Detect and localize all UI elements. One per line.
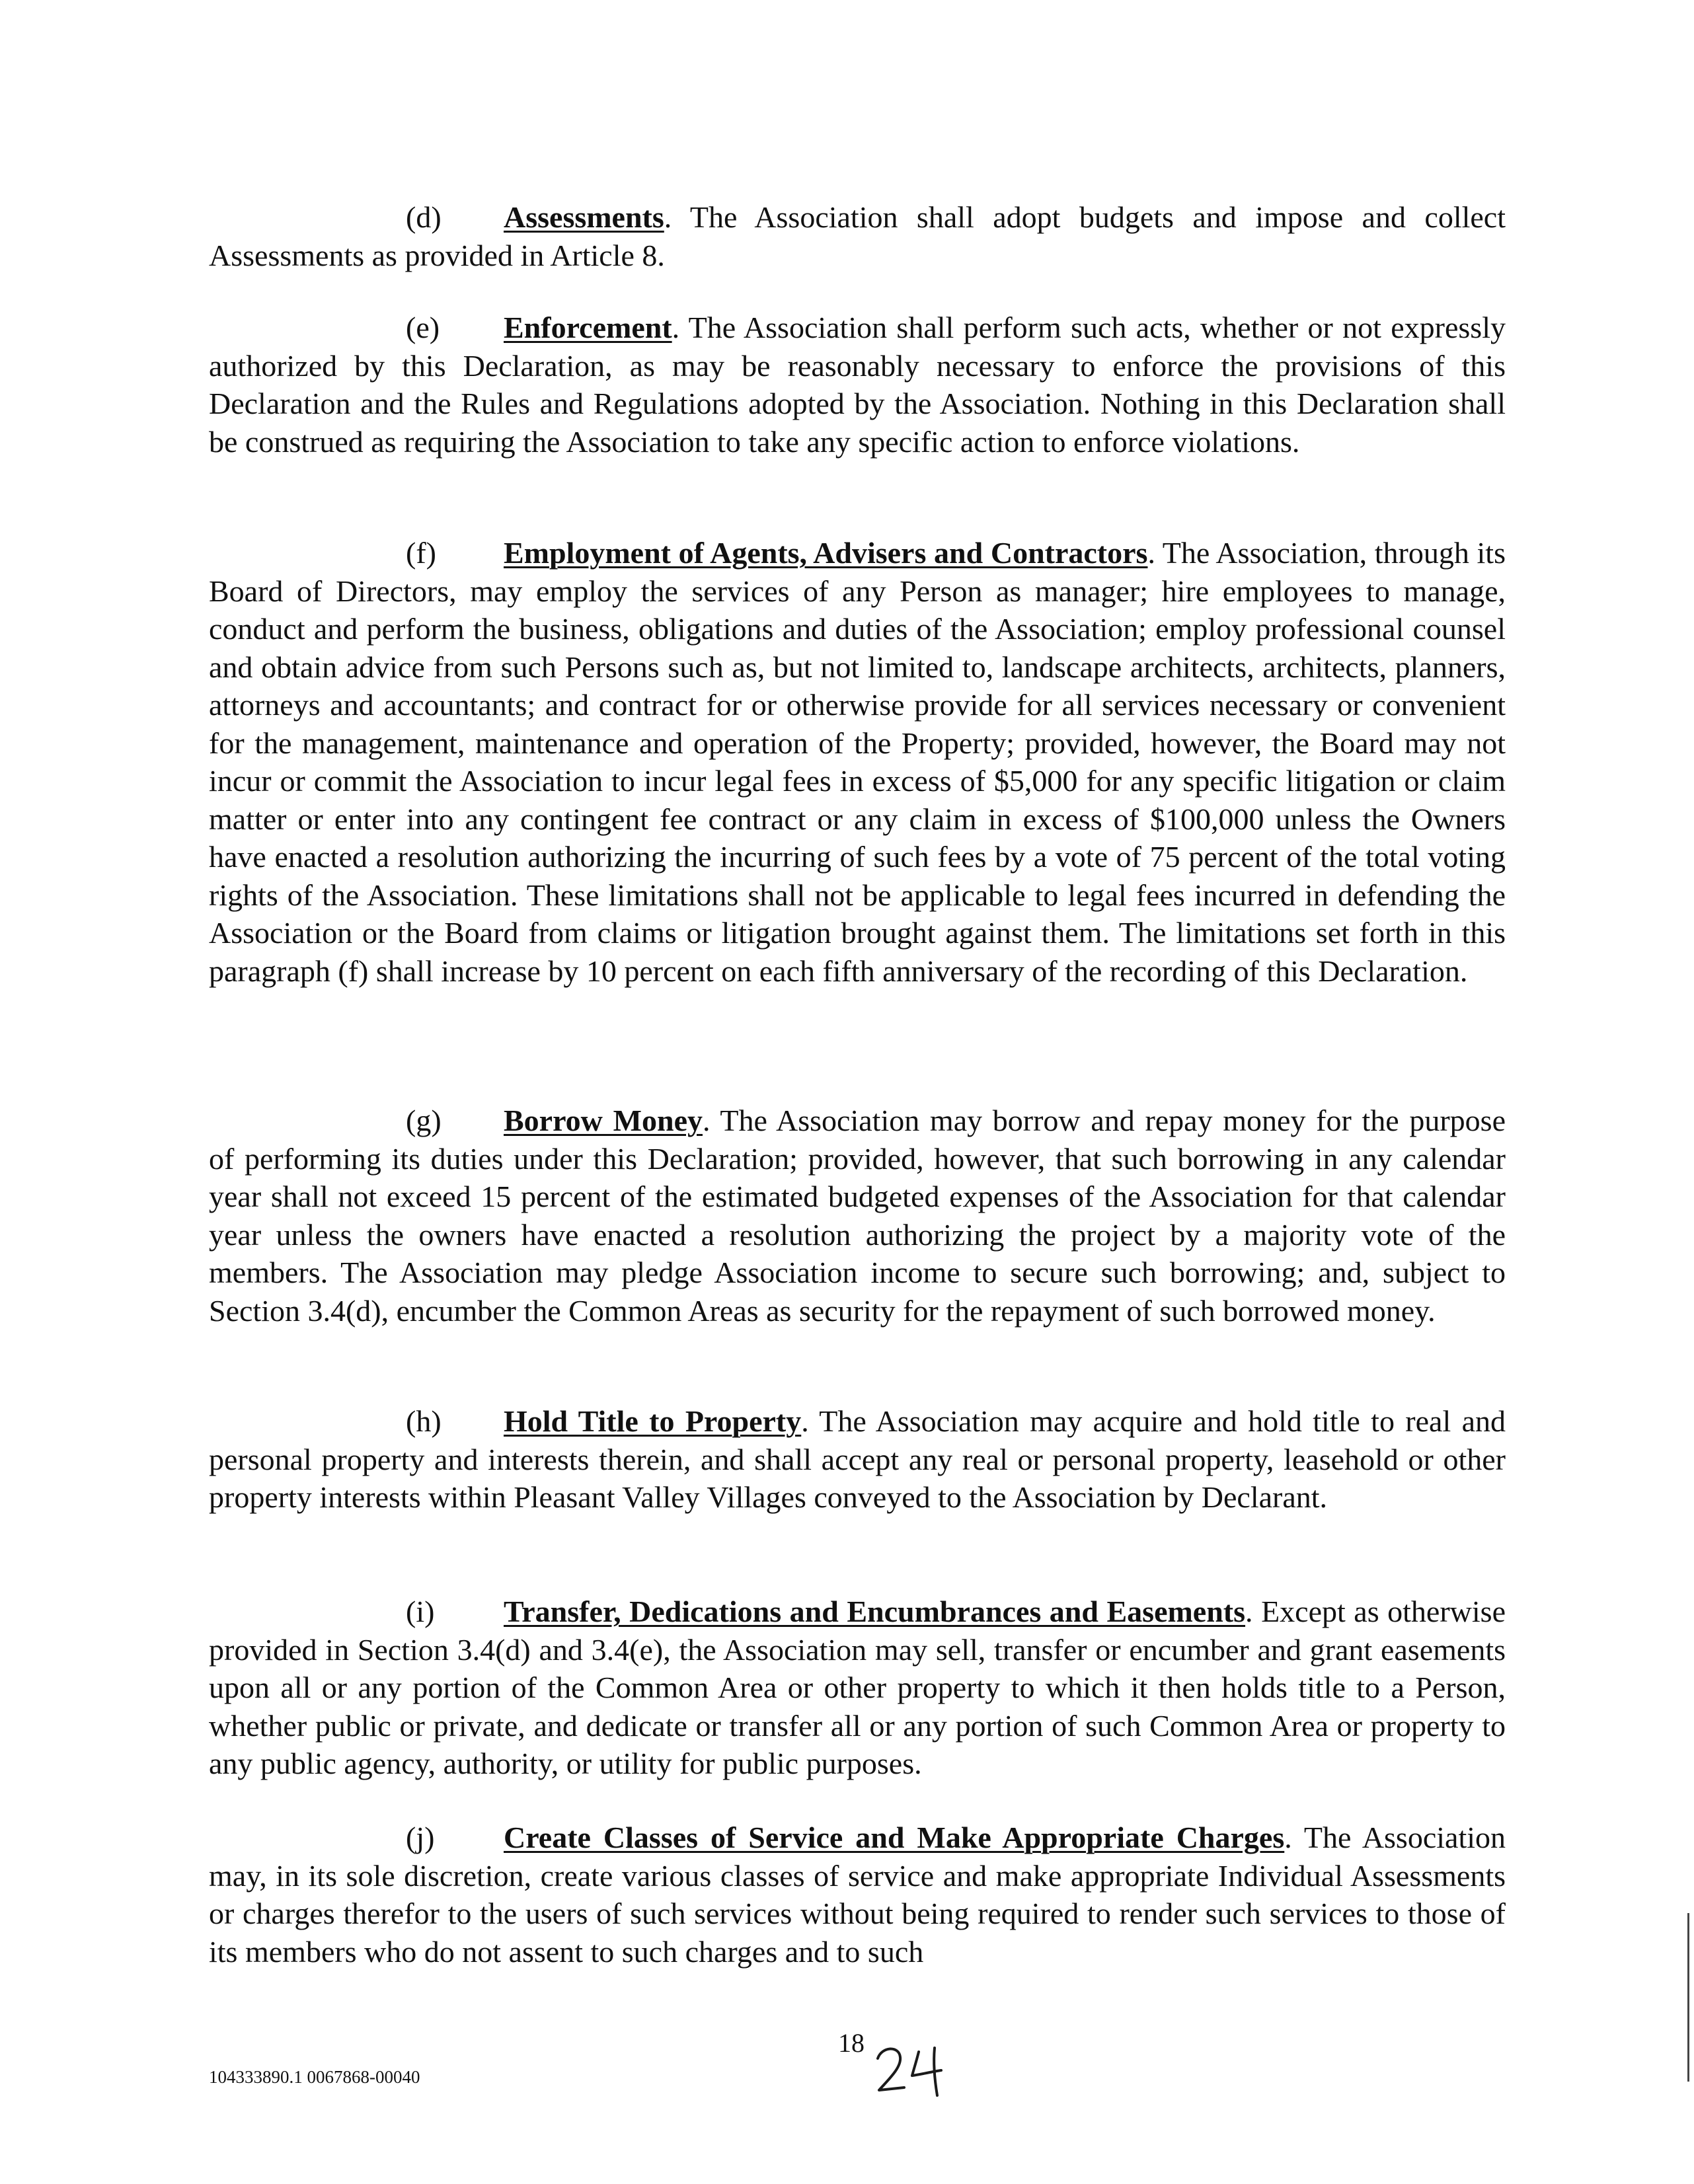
paragraph-body: . Except as otherwise provided in Section 3.4(d) and 3.4(e), the Association may sell, transfer or encumber and grant easements upon all or any portion of the Common Area or other property to which it then holds title to a Person, whether public or private, and dedicate or transfer all or any portion of such Common Area or property to any public agency, authority, or utility for public purposes. <box>209 1595 1506 1780</box>
paragraph-j <box>209 1819 1506 1971</box>
paragraph-heading: Enforcement <box>504 311 672 344</box>
paragraph-label: (f) <box>406 536 436 570</box>
paragraph-body: . The Association may, in its sole discretion, create various classes of service and make appropriate Individual Assessments or charges therefor to the users of such services without being required to render such services to those of its members who do not assent to such charges and to such <box>209 1821 1506 1969</box>
paragraph-label: (g) <box>406 1104 442 1137</box>
paragraph-body: . The Association shall perform such acts, whether or not expressly authorized by this Declaration, as may be reasonably necessary to enforce the provisions of this Declaration and the Rules and Regulations adopted by the Association. Nothing in this Declaration shall be construed as requiring the Association to take any specific action to enforce violations. <box>209 311 1506 459</box>
paragraph-label: (i) <box>406 1595 435 1628</box>
scan-edge-mark <box>1687 1913 1689 2082</box>
paragraph-g <box>209 1102 1506 1330</box>
paragraph-label: (e) <box>406 311 440 344</box>
paragraph-d <box>209 198 1506 274</box>
paragraph-body: . The Association may borrow and repay money for the purpose of performing its duties under this Declaration; provided, however, that such borrowing in any calendar year shall not exceed 15 percent of the estimated budgeted expenses of the Association for that calendar year unless the owners have enacted a resolution authorizing the project by a majority vote of the members. The Association may pledge Association income to secure such borrowing; and, subject to Section 3.4(d), encumber the Common Areas as security for the repayment of such borrowed money. <box>209 1104 1506 1328</box>
paragraph-body: . The Association, through its Board of Directors, may employ the services of any Person as manager; hire employees to manage, conduct and perform the business, obligations and duties of the Association; employ professional counsel and obtain advice from such Persons such as, but not limited to, landscape architects, architects, planners, attorneys and accountants; and contract for or otherwise provide for all services necessary or convenient for the management, maintenance and operation of the Property; provided, however, the Board may not incur or commit the Association to incur legal fees in excess of $5,000 for any specific litigation or claim matter or enter into any contingent fee contract or any claim in excess of $100,000 unless the Owners have enacted a resolution authorizing the incurring of such fees by a vote of 75 percent of the total voting rights of the Association. These limitations shall not be applicable to legal fees incurred in defending the Association or the Board from claims or litigation brought against them. The limitations set forth in this paragraph (f) shall increase by 10 percent on each fifth anniversary of the recording of this Declaration. <box>209 536 1506 988</box>
paragraph-heading: Assessments <box>504 200 664 234</box>
page-number: 18 <box>838 2028 865 2058</box>
paragraph-label: (d) <box>406 200 442 234</box>
paragraph-heading: Create Classes of Service and Make Appropriate Charges <box>504 1821 1285 1854</box>
paragraph-label: (j) <box>406 1821 435 1854</box>
paragraph-e <box>209 309 1506 461</box>
paragraph-f <box>209 534 1506 990</box>
handwritten-page-number <box>872 2039 965 2098</box>
paragraph-i <box>209 1593 1506 1783</box>
paragraph-body: . The Association shall adopt budgets and impose and collect Assessments as provided in Article 8. <box>209 200 1506 272</box>
paragraph-heading: Transfer, Dedications and Encumbrances and Easements <box>504 1595 1246 1628</box>
document-id: 104333890.1 0067868-00040 <box>209 2067 420 2087</box>
paragraph-body: . The Association may acquire and hold title to real and personal property and interests therein, and shall accept any real or personal property, leasehold or other property interests within Pleasant Valley Villages conveyed to the Association by Declarant. <box>209 1404 1506 1514</box>
paragraph-heading: Borrow Money <box>504 1104 703 1137</box>
paragraph-label: (h) <box>406 1404 442 1438</box>
paragraph-heading: Hold Title to Property <box>504 1404 802 1438</box>
paragraph-heading: Employment of Agents, Advisers and Contractors <box>504 536 1148 570</box>
paragraph-h <box>209 1402 1506 1517</box>
